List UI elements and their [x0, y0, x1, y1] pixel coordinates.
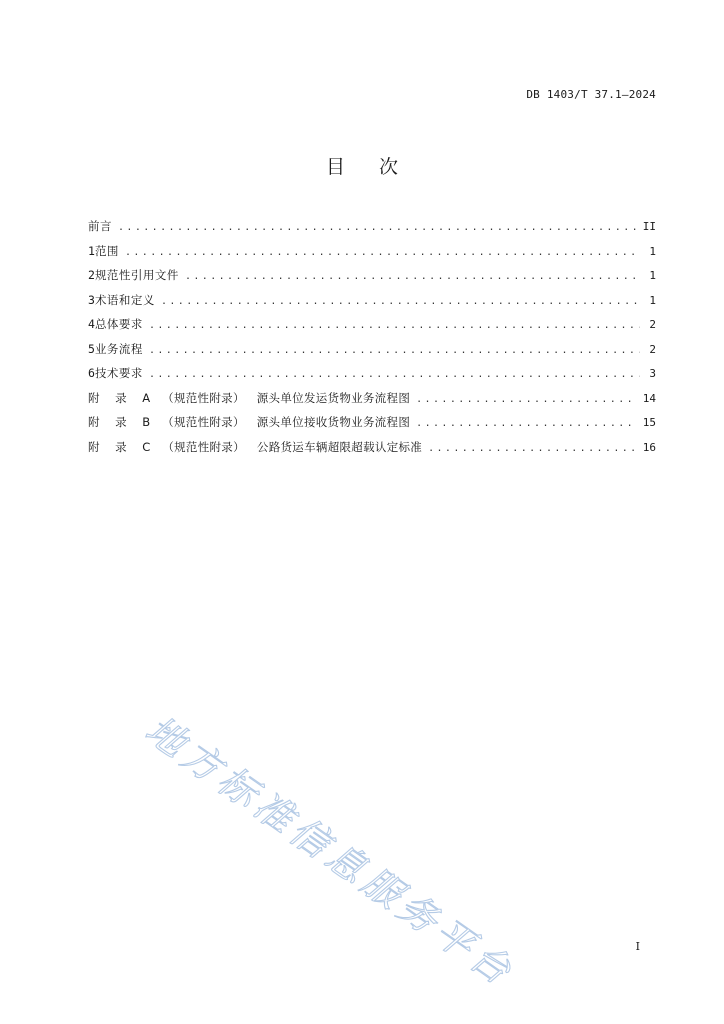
toc-leader-dots: [416, 412, 637, 437]
appendix-kind: （规范性附录）: [162, 439, 245, 454]
toc-leader-dots: [161, 290, 640, 315]
toc-entry-foreword[interactable]: [88, 214, 656, 239]
appendix-kind: （规范性附录）: [162, 415, 245, 429]
toc-entry-page: 2: [649, 318, 656, 331]
toc-entry-page: 1: [649, 269, 656, 282]
toc-entry-label: 范围: [94, 243, 119, 258]
toc-title: 目次: [325, 156, 432, 178]
appendix-title: 源头单位发运货物业务流程图: [256, 390, 411, 405]
toc-entry-page: 3: [649, 367, 656, 380]
toc-entry-normative-references[interactable]: [88, 263, 656, 288]
toc-appendix-label: [88, 435, 422, 460]
appendix-prefix: 附 录 A: [88, 390, 157, 405]
toc-entry-general-requirements[interactable]: [88, 312, 656, 337]
toc-appendix-label: [88, 410, 410, 435]
appendix-prefix: 附 录 C: [88, 439, 157, 454]
page-number: I: [635, 940, 640, 953]
toc-leader-dots: [149, 339, 640, 364]
toc-entry-number: 3: [88, 292, 95, 307]
toc-leader-dots: [149, 314, 640, 339]
table-of-contents: [88, 214, 656, 459]
toc-entry-page: 2: [649, 342, 656, 356]
toc-entry-page: II: [642, 220, 656, 233]
toc-entry-label: 术语和定义: [94, 292, 155, 307]
toc-entry-page: 14: [642, 391, 656, 405]
toc-entry-label: 前言: [88, 219, 112, 233]
toc-leader-dots: [149, 363, 640, 388]
toc-entry-number: 6: [88, 366, 95, 380]
toc-entry-appendix-c[interactable]: [88, 435, 656, 460]
appendix-title: 源头单位接收货物业务流程图: [256, 415, 411, 429]
watermark-text: 地方标准信息服务平台: [137, 707, 524, 996]
toc-entry-number: 5: [88, 341, 95, 356]
toc-entry-scope[interactable]: [88, 239, 656, 264]
toc-entry-appendix-a[interactable]: [88, 386, 656, 411]
toc-entry-technical-requirements[interactable]: [88, 361, 656, 386]
toc-entry-label: 规范性引用文件: [94, 268, 179, 282]
appendix-kind: （规范性附录）: [162, 390, 245, 405]
toc-entry-label: 技术要求: [94, 366, 143, 380]
appendix-title: 公路货运车辆超限超载认定标准: [256, 439, 423, 454]
toc-leader-dots: [118, 216, 637, 241]
toc-entry-terms-definitions[interactable]: [88, 288, 656, 313]
appendix-prefix: 附 录 B: [88, 415, 157, 429]
toc-leader-dots: [185, 265, 640, 290]
toc-entry-label: 业务流程: [94, 341, 143, 356]
toc-entry-number: 1: [88, 243, 95, 258]
toc-entry-page: 1: [649, 244, 656, 258]
toc-entry-number: 4: [88, 317, 95, 331]
toc-appendix-label: [88, 386, 410, 411]
toc-leader-dots: [416, 388, 637, 413]
toc-entry-page: 1: [649, 293, 656, 307]
toc-entry-page: 15: [642, 416, 656, 429]
toc-entry-label: 总体要求: [94, 317, 143, 331]
toc-leader-dots: [428, 437, 637, 462]
toc-leader-dots: [125, 241, 640, 266]
document-code: DB 1403/T 37.1—2024: [526, 88, 656, 101]
toc-entry-business-process[interactable]: [88, 337, 656, 362]
toc-entry-appendix-b[interactable]: [88, 410, 656, 435]
toc-entry-page: 16: [642, 440, 656, 454]
toc-entry-number: 2: [88, 268, 95, 282]
